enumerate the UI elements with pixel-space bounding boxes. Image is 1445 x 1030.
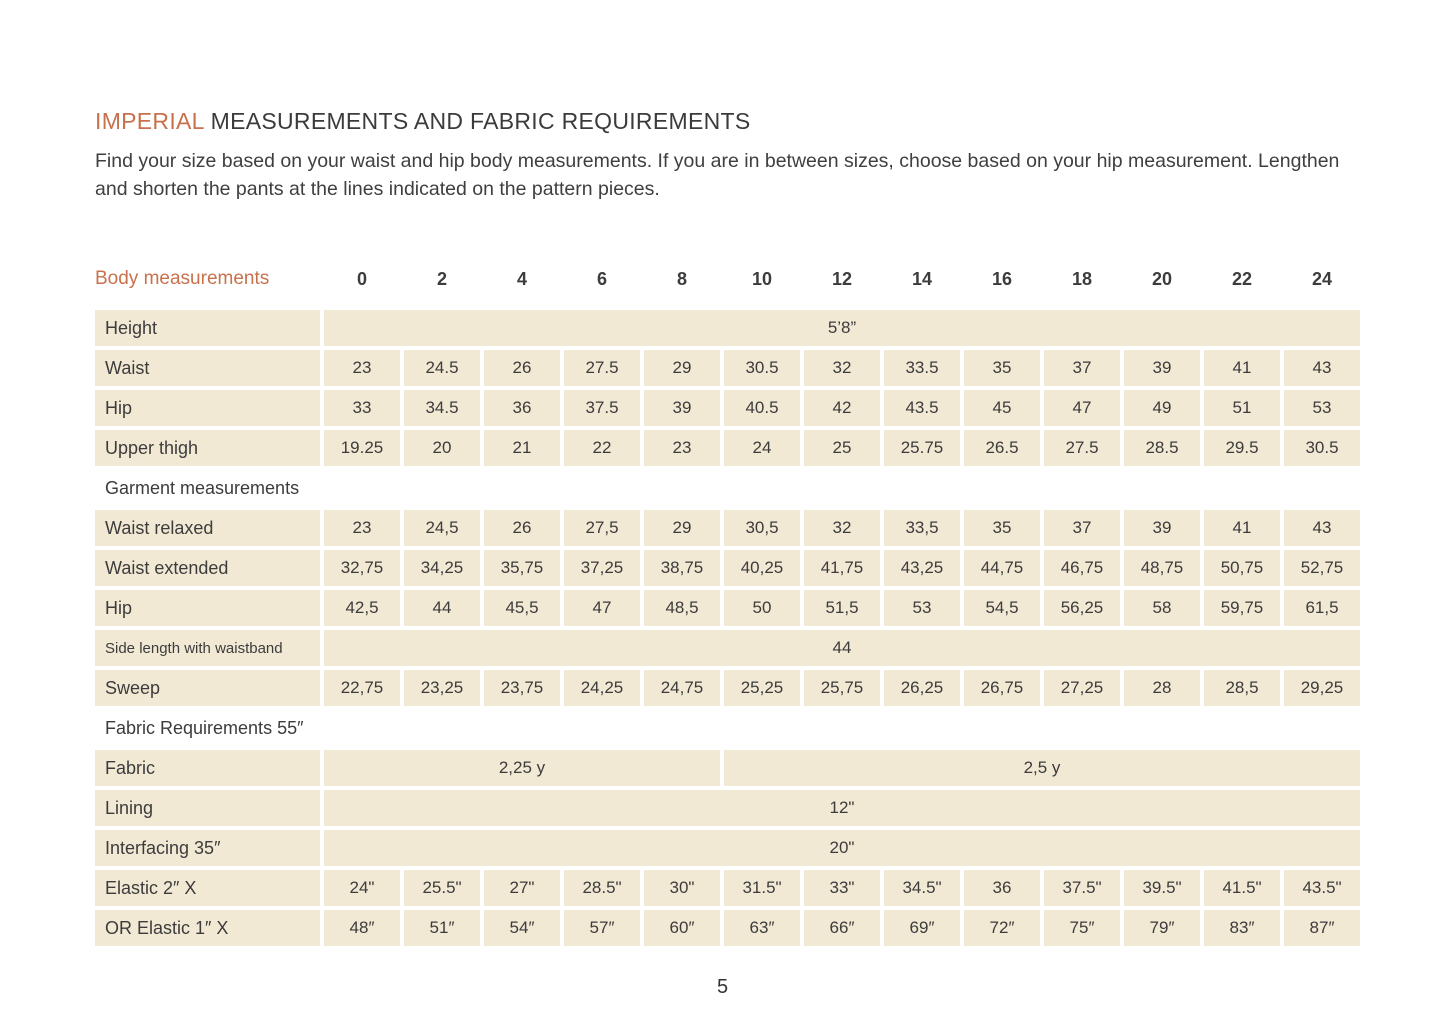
- measurement-cell: 58: [1124, 590, 1200, 626]
- measurement-cell: 32: [804, 510, 880, 546]
- measurement-cell: 66″: [804, 910, 880, 946]
- measurement-cell: 34.5: [404, 390, 480, 426]
- measurement-cell: 26: [484, 350, 560, 386]
- measurement-cell: 26: [484, 510, 560, 546]
- measurement-cell: 32,75: [324, 550, 400, 586]
- measurement-cell: 41.5": [1204, 870, 1280, 906]
- measurement-cell-merged: 20": [324, 830, 1360, 866]
- measurement-cell: 28: [1124, 670, 1200, 706]
- measurement-cell: 56,25: [1044, 590, 1120, 626]
- measurement-cell: 42,5: [324, 590, 400, 626]
- row-label: Elastic 2″ X: [95, 870, 320, 906]
- measurement-cell: 26,25: [884, 670, 960, 706]
- measurement-cell: 24,25: [564, 670, 640, 706]
- measurement-cell: 30.5: [1284, 430, 1360, 466]
- size-column-header: 4: [516, 268, 527, 289]
- row-label: Hip: [95, 590, 320, 626]
- measurement-cell: 22: [564, 430, 640, 466]
- measurement-cell: 69″: [884, 910, 960, 946]
- measurement-cell: 43: [1284, 350, 1360, 386]
- measurement-cell: 45,5: [484, 590, 560, 626]
- measurement-cell: 53: [1284, 390, 1360, 426]
- measurement-cell: 28.5: [1124, 430, 1200, 466]
- measurement-cell: 21: [484, 430, 560, 466]
- measurement-cell: 51: [1204, 390, 1280, 426]
- measurement-cell: 25.75: [884, 430, 960, 466]
- size-column-header: 16: [991, 268, 1013, 289]
- measurement-cell: 83″: [1204, 910, 1280, 946]
- measurement-cell: 22,75: [324, 670, 400, 706]
- size-column-header: 10: [751, 268, 773, 289]
- measurement-cell: 27": [484, 870, 560, 906]
- measurement-cell: 27,25: [1044, 670, 1120, 706]
- row-label: Height: [95, 310, 320, 346]
- measurement-cell: 48,75: [1124, 550, 1200, 586]
- measurement-cell: 37,25: [564, 550, 640, 586]
- measurement-cell: 23: [324, 350, 400, 386]
- measurement-cell: 39: [644, 390, 720, 426]
- measurement-cell: 79″: [1124, 910, 1200, 946]
- measurement-cell: 39: [1124, 350, 1200, 386]
- measurement-cell: 29,25: [1284, 670, 1360, 706]
- measurement-cell: 87″: [1284, 910, 1360, 946]
- measurement-cell: 35,75: [484, 550, 560, 586]
- measurement-cell: 37.5: [564, 390, 640, 426]
- row-label: Sweep: [95, 670, 320, 706]
- measurement-cell: 24.5: [404, 350, 480, 386]
- measurement-cell: 72″: [964, 910, 1040, 946]
- measurement-cell: 43,25: [884, 550, 960, 586]
- measurement-cell: 29.5: [1204, 430, 1280, 466]
- measurement-cell: 29: [644, 350, 720, 386]
- measurement-cell: 28.5": [564, 870, 640, 906]
- measurement-cell: 33,5: [884, 510, 960, 546]
- measurement-cell: 24,75: [644, 670, 720, 706]
- measurement-cell: 30,5: [724, 510, 800, 546]
- row-label: Fabric: [95, 750, 320, 786]
- measurement-cell: 30": [644, 870, 720, 906]
- measurement-cell: 41,75: [804, 550, 880, 586]
- measurement-cell: 43: [1284, 510, 1360, 546]
- intro-text: Find your size based on your waist and hip body measurements. If you are in between sizes, choose based on your hip measurement. Lengthen and shorten the pants at the lines indicated on the pattern pieces.: [95, 149, 1340, 200]
- measurement-cell: 47: [564, 590, 640, 626]
- measurement-cell: 41: [1204, 510, 1280, 546]
- measurement-cell: 24,5: [404, 510, 480, 546]
- measurement-cell: 26,75: [964, 670, 1040, 706]
- measurement-cell: 37.5": [1044, 870, 1120, 906]
- measurement-cell-merged: 2,5 y: [724, 750, 1360, 786]
- table-corner-label: Body measurements: [95, 268, 270, 289]
- measurement-cell: 43.5": [1284, 870, 1360, 906]
- measurement-cell: 51,5: [804, 590, 880, 626]
- row-label: Side length with waistband: [95, 630, 320, 666]
- measurement-cell: 27.5: [1044, 430, 1120, 466]
- measurement-cell: 34,25: [404, 550, 480, 586]
- measurement-cell: 32: [804, 350, 880, 386]
- row-label: Interfacing 35″: [95, 830, 320, 866]
- size-column-header: 24: [1311, 268, 1333, 289]
- measurement-cell: 48,5: [644, 590, 720, 626]
- measurement-cell: 53: [884, 590, 960, 626]
- measurement-cell: 23: [324, 510, 400, 546]
- measurement-cell: 47: [1044, 390, 1120, 426]
- measurement-cell: 33: [324, 390, 400, 426]
- measurement-cell: 57″: [564, 910, 640, 946]
- measurement-cell: 39: [1124, 510, 1200, 546]
- measurement-cell: 42: [804, 390, 880, 426]
- measurement-cell: 43.5: [884, 390, 960, 426]
- measurement-cell: 41: [1204, 350, 1280, 386]
- measurement-cell: 25: [804, 430, 880, 466]
- size-column-header: 2: [436, 268, 447, 289]
- measurement-cell: 23: [644, 430, 720, 466]
- row-label: Waist relaxed: [95, 510, 320, 546]
- row-label: Upper thigh: [95, 430, 320, 466]
- row-label: Waist: [95, 350, 320, 386]
- measurement-cell: 39.5": [1124, 870, 1200, 906]
- measurement-cell: 31.5": [724, 870, 800, 906]
- measurement-cell: 27,5: [564, 510, 640, 546]
- measurement-cell: 36: [484, 390, 560, 426]
- size-column-header: 6: [596, 268, 607, 289]
- row-label: Hip: [95, 390, 320, 426]
- page-title-accent: IMPERIAL: [95, 108, 204, 135]
- measurement-cell: 50,75: [1204, 550, 1280, 586]
- measurement-cell: 40.5: [724, 390, 800, 426]
- measurement-cell: 54″: [484, 910, 560, 946]
- measurement-cell: 33": [804, 870, 880, 906]
- measurement-cell-merged: 12": [324, 790, 1360, 826]
- measurement-cell: 49: [1124, 390, 1200, 426]
- measurement-cell: 40,25: [724, 550, 800, 586]
- measurement-cell: 75″: [1044, 910, 1120, 946]
- measurement-cell: 28,5: [1204, 670, 1280, 706]
- measurement-cell: 48″: [324, 910, 400, 946]
- size-column-header: 18: [1071, 268, 1093, 289]
- measurement-cell: 29: [644, 510, 720, 546]
- size-column-header: 8: [676, 268, 687, 289]
- measurement-cell: 37: [1044, 510, 1120, 546]
- size-header-row: [95, 261, 1360, 297]
- measurement-cell: 19.25: [324, 430, 400, 466]
- measurement-cell: 52,75: [1284, 550, 1360, 586]
- measurements-table: [95, 310, 1360, 946]
- measurement-cell: 38,75: [644, 550, 720, 586]
- measurement-cell-merged: 5’8”: [324, 310, 1360, 346]
- measurement-cell: 24": [324, 870, 400, 906]
- section-header: Garment measurements: [105, 477, 300, 498]
- section-header: Fabric Requirements 55″: [105, 717, 304, 738]
- measurement-cell: 63″: [724, 910, 800, 946]
- measurement-cell: 26.5: [964, 430, 1040, 466]
- measurement-cell: 36: [964, 870, 1040, 906]
- measurement-cell: 44,75: [964, 550, 1040, 586]
- size-column-header: 12: [831, 268, 853, 289]
- measurement-cell: 30.5: [724, 350, 800, 386]
- size-column-header: 0: [356, 268, 367, 289]
- size-column-header: 20: [1151, 268, 1173, 289]
- measurement-cell: 35: [964, 510, 1040, 546]
- measurement-cell-merged: 2,25 y: [324, 750, 720, 786]
- measurement-cell: 60″: [644, 910, 720, 946]
- measurement-cell: 61,5: [1284, 590, 1360, 626]
- measurement-cell: 35: [964, 350, 1040, 386]
- measurement-cell: 37: [1044, 350, 1120, 386]
- page-title-rest: MEASUREMENTS AND FABRIC REQUIREMENTS: [203, 108, 751, 135]
- measurement-cell: 33.5: [884, 350, 960, 386]
- size-column-header: 14: [911, 268, 933, 289]
- page-title: [95, 108, 750, 135]
- measurement-cell: 46,75: [1044, 550, 1120, 586]
- measurement-cell: 24: [724, 430, 800, 466]
- measurement-cell: 59,75: [1204, 590, 1280, 626]
- row-label: Waist extended: [95, 550, 320, 586]
- measurement-cell: 25.5": [404, 870, 480, 906]
- measurement-cell: 23,75: [484, 670, 560, 706]
- measurement-cell: 50: [724, 590, 800, 626]
- measurement-cell: 51″: [404, 910, 480, 946]
- measurement-cell: 44: [404, 590, 480, 626]
- measurement-cell: 54,5: [964, 590, 1040, 626]
- measurement-cell: 27.5: [564, 350, 640, 386]
- page-number: 5: [716, 976, 729, 998]
- measurement-cell: 25,75: [804, 670, 880, 706]
- measurement-cell: 34.5": [884, 870, 960, 906]
- measurement-cell: 20: [404, 430, 480, 466]
- row-label: Lining: [95, 790, 320, 826]
- measurement-cell: 45: [964, 390, 1040, 426]
- measurement-cell: 25,25: [724, 670, 800, 706]
- size-column-header: 22: [1231, 268, 1253, 289]
- row-label: OR Elastic 1″ X: [95, 910, 320, 946]
- measurement-cell: 23,25: [404, 670, 480, 706]
- measurement-cell-merged: 44: [324, 630, 1360, 666]
